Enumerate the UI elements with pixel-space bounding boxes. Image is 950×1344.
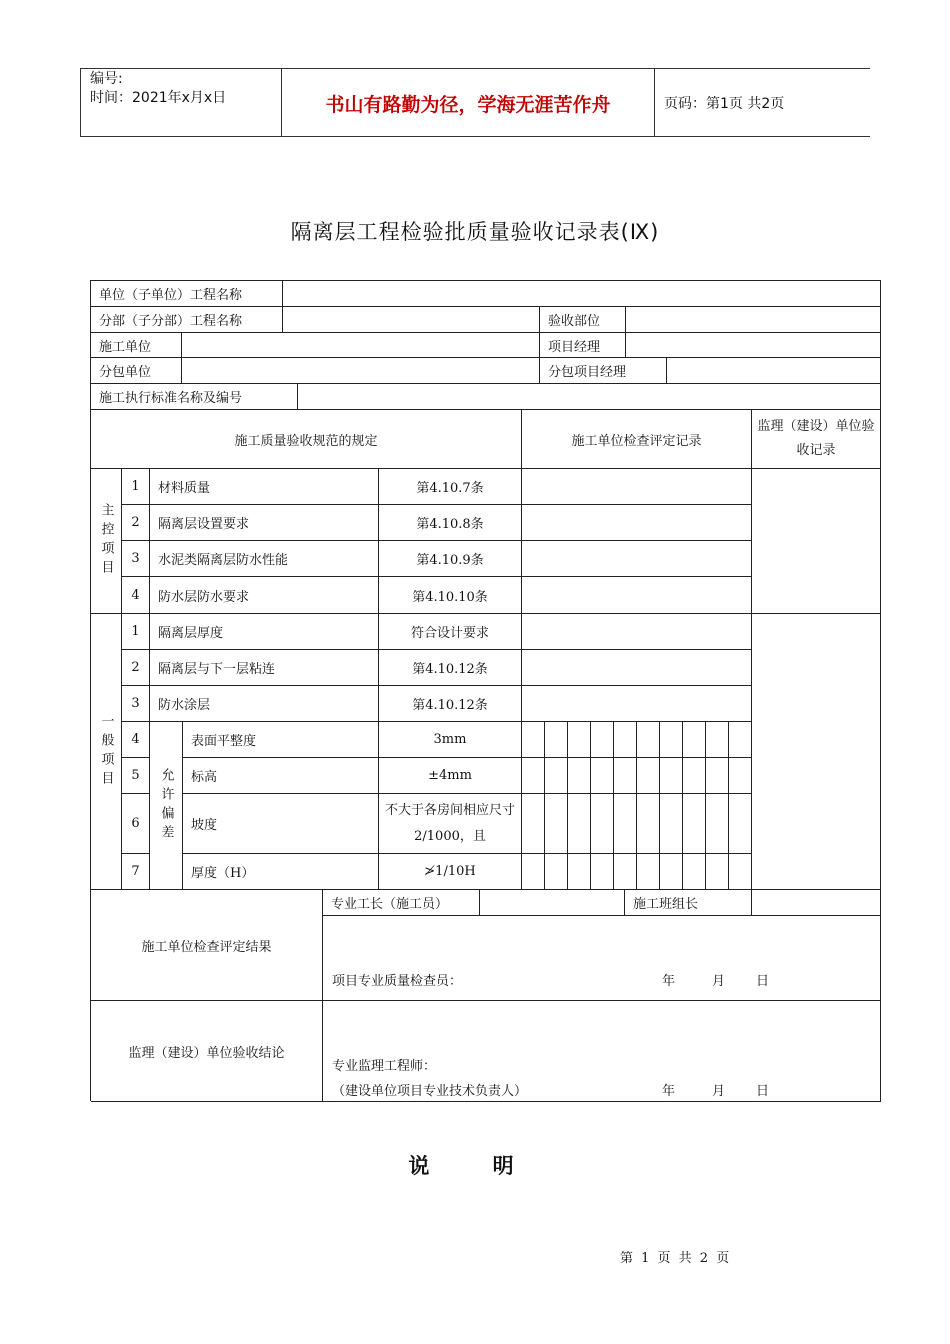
gen-supervision-record[interactable]: [752, 614, 881, 890]
result-month: 月: [712, 974, 726, 989]
measure-cell[interactable]: [660, 722, 683, 758]
measure-cell[interactable]: [614, 854, 637, 890]
header-page-info: 页码：第1页 共2页: [664, 96, 785, 112]
main-control-label: [91, 469, 122, 614]
measure-cell[interactable]: [729, 854, 752, 890]
construction-unit-label: 施工单位: [91, 333, 182, 358]
result-label: 施工单位检查评定结果: [91, 890, 323, 1001]
construction-unit-value[interactable]: [182, 333, 540, 358]
tolerance-text: 允许偏差: [158, 767, 174, 844]
mc-4-no: 4: [122, 577, 150, 614]
project-manager-label: 项目经理: [540, 333, 626, 358]
tol-5-value: ±4mm: [379, 758, 522, 794]
conclusion-day: 日: [756, 1084, 770, 1099]
tol-7-name: 厚度（H）: [183, 854, 379, 890]
team-leader-value[interactable]: [752, 890, 881, 916]
record-column-header: 施工单位检查评定记录: [522, 410, 752, 469]
header-top-rule: [80, 68, 870, 69]
measure-cell[interactable]: [637, 854, 660, 890]
gen-1-no: 1: [122, 614, 150, 650]
mc-3-no: 3: [122, 541, 150, 577]
mc-2-clause: 第4.10.8条: [379, 505, 522, 541]
measure-cell[interactable]: [614, 758, 637, 794]
mc-2-no: 2: [122, 505, 150, 541]
measure-cell[interactable]: [545, 722, 568, 758]
mc-3-record[interactable]: [522, 541, 752, 577]
foreman-label: 专业工长（施工员）: [323, 890, 480, 916]
measure-cell[interactable]: [729, 722, 752, 758]
gen-3-no: 3: [122, 686, 150, 722]
tol-5-no: 5: [122, 758, 150, 794]
measure-cell[interactable]: [706, 758, 729, 794]
measure-cell[interactable]: [614, 722, 637, 758]
gen-2-no: 2: [122, 650, 150, 686]
inspector-label: 项目专业质量检查员：: [332, 974, 463, 989]
header-motto: 书山有路勤为径，学海无涯苦作舟: [325, 93, 611, 116]
page-footer: 第 1 页 共 2 页: [620, 1251, 730, 1266]
measure-cell[interactable]: [591, 758, 614, 794]
measure-cell[interactable]: [614, 794, 637, 854]
header-bottom-rule: [80, 136, 870, 137]
acceptance-part-value[interactable]: [626, 307, 881, 333]
unit-project-value[interactable]: [283, 281, 881, 307]
measure-cell[interactable]: [683, 794, 706, 854]
gen-3-record[interactable]: [522, 686, 752, 722]
measure-cell[interactable]: [706, 722, 729, 758]
measurement-grid: [522, 722, 752, 890]
tol-4-no: 4: [122, 722, 150, 758]
division-project-label: 分部（子分部）工程名称: [91, 307, 283, 333]
gen-3-name: 防水涂层: [150, 686, 379, 722]
engineer-label: 专业监理工程师：: [332, 1059, 437, 1074]
tol-6-no: 6: [122, 794, 150, 854]
measure-cell[interactable]: [637, 758, 660, 794]
measure-cell[interactable]: [683, 722, 706, 758]
gen-1-clause: 符合设计要求: [379, 614, 522, 650]
supervision-column-header: 监理（建设）单位验收记录: [752, 410, 881, 469]
sub-project-manager-value[interactable]: [667, 358, 881, 384]
measure-cell[interactable]: [522, 794, 545, 854]
subcontractor-value[interactable]: [182, 358, 540, 384]
measure-cell[interactable]: [568, 758, 591, 794]
measure-cell[interactable]: [729, 794, 752, 854]
number-label: 编号:: [90, 71, 123, 87]
conclusion-label: 监理（建设）单位验收结论: [91, 1001, 323, 1102]
general-text: 一般项目: [98, 713, 114, 790]
tol-6-value: 不大于各房间相应尺寸2/1000，且: [379, 794, 522, 854]
gen-2-clause: 第4.10.12条: [379, 650, 522, 686]
measure-cell[interactable]: [660, 854, 683, 890]
measure-cell[interactable]: [591, 854, 614, 890]
result-day: 日: [756, 974, 770, 989]
tolerance-label: [150, 722, 183, 890]
measure-cell[interactable]: [568, 854, 591, 890]
measure-cell[interactable]: [591, 794, 614, 854]
gen-2-name: 隔离层与下一层粘连: [150, 650, 379, 686]
tol-5-name: 标高: [183, 758, 379, 794]
mc-2-name: 隔离层设置要求: [150, 505, 379, 541]
measure-cell[interactable]: [545, 854, 568, 890]
measure-cell[interactable]: [591, 722, 614, 758]
unit-project-label: 单位（子单位）工程名称: [91, 281, 283, 307]
project-manager-value[interactable]: [626, 333, 881, 358]
measure-cell[interactable]: [522, 758, 545, 794]
standard-name-label: 施工执行标准名称及编号: [91, 384, 298, 410]
measure-cell[interactable]: [683, 854, 706, 890]
team-leader-label: 施工班组长: [625, 890, 752, 916]
mc-1-name: 材料质量: [150, 469, 379, 505]
measure-cell[interactable]: [706, 794, 729, 854]
measure-cell[interactable]: [522, 854, 545, 890]
gen-3-clause: 第4.10.12条: [379, 686, 522, 722]
tol-4-name: 表面平整度: [183, 722, 379, 758]
mc-3-clause: 第4.10.9条: [379, 541, 522, 577]
mc-3-name: 水泥类隔离层防水性能: [150, 541, 379, 577]
tech-lead-label: （建设单位项目专业技术负责人）: [332, 1084, 528, 1099]
conclusion-month: 月: [712, 1084, 726, 1099]
tol-7-value: ≯1/10H: [379, 854, 522, 890]
foreman-value[interactable]: [480, 890, 625, 916]
tol-4-value: 3mm: [379, 722, 522, 758]
measure-cell[interactable]: [683, 758, 706, 794]
time-label: 时间：2021年x月x日: [90, 90, 227, 106]
measure-cell[interactable]: [637, 794, 660, 854]
mc-1-record[interactable]: [522, 469, 752, 505]
division-project-value[interactable]: [283, 307, 540, 333]
measure-cell[interactable]: [545, 794, 568, 854]
explanation-heading: 说 明: [408, 1154, 542, 1178]
measure-cell[interactable]: [729, 758, 752, 794]
gen-1-record[interactable]: [522, 614, 752, 650]
measure-cell[interactable]: [660, 794, 683, 854]
standard-name-value[interactable]: [298, 384, 881, 410]
header-divider-2: [654, 68, 655, 137]
measure-cell[interactable]: [545, 758, 568, 794]
header-left-rule: [80, 68, 81, 137]
sub-project-manager-label: 分包项目经理: [540, 358, 667, 384]
general-label: [91, 614, 122, 890]
measure-cell[interactable]: [660, 758, 683, 794]
spec-column-header: 施工质量验收规范的规定: [91, 410, 522, 469]
mc-2-record[interactable]: [522, 505, 752, 541]
measure-cell[interactable]: [637, 722, 660, 758]
mc-1-clause: 第4.10.7条: [379, 469, 522, 505]
gen-2-record[interactable]: [522, 650, 752, 686]
mc-4-name: 防水层防水要求: [150, 577, 379, 614]
mc-4-clause: 第4.10.10条: [379, 577, 522, 614]
mc-supervision-record[interactable]: [752, 469, 881, 614]
mc-1-no: 1: [122, 469, 150, 505]
subcontractor-label: 分包单位: [91, 358, 182, 384]
mc-4-record[interactable]: [522, 577, 752, 614]
tol-6-name: 坡度: [183, 794, 379, 854]
conclusion-year: 年: [662, 1084, 676, 1099]
measure-cell[interactable]: [522, 722, 545, 758]
measure-cell[interactable]: [568, 794, 591, 854]
tol-7-no: 7: [122, 854, 150, 890]
measure-cell[interactable]: [568, 722, 591, 758]
result-year: 年: [662, 974, 676, 989]
main-control-text: 主控项目: [98, 503, 114, 579]
acceptance-part-label: 验收部位: [540, 307, 626, 333]
gen-1-name: 隔离层厚度: [150, 614, 379, 650]
page-title: 隔离层工程检验批质量验收记录表(Ⅸ): [290, 220, 660, 244]
measure-cell[interactable]: [706, 854, 729, 890]
header-meta: [90, 70, 226, 108]
